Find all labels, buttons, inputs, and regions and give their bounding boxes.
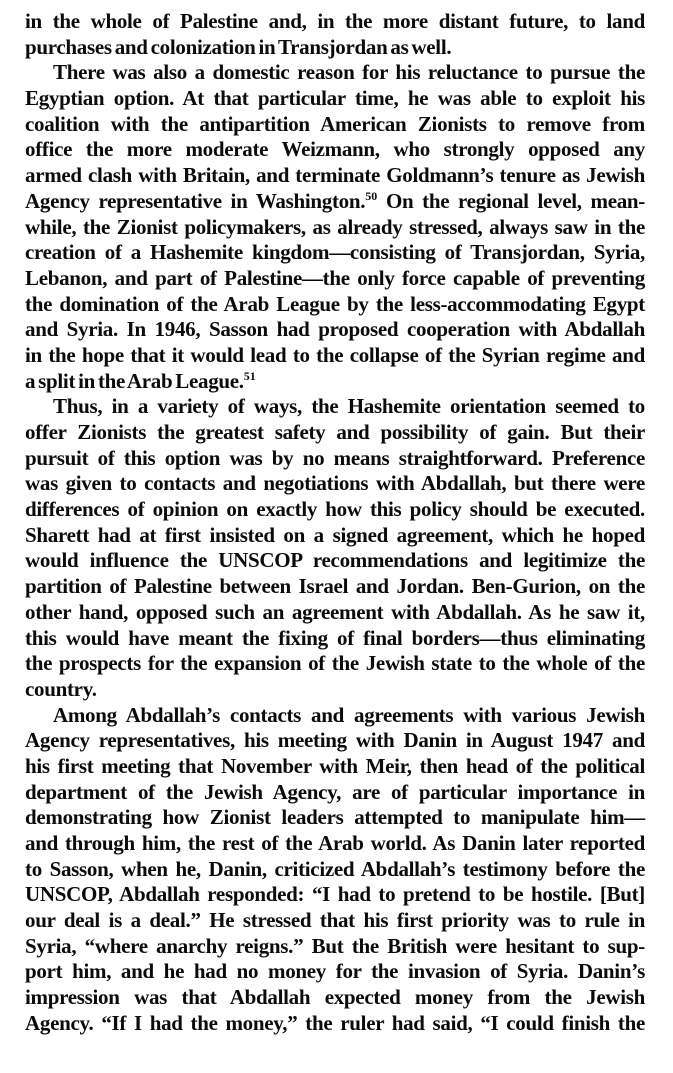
text-line: other hand, opposed such an agreement with Abdallah. As he saw it,: [25, 599, 645, 624]
footnote-ref: 50: [365, 188, 378, 203]
text-line: There was also a domestic reason for his reluctance to pursue the: [53, 60, 645, 85]
text-line: Agency. “If I had the money,” the ruler had said, “I could finish the: [25, 1010, 645, 1035]
text-line: this would have meant the fixing of final borders—thus eliminating: [25, 625, 645, 650]
text-line: Agency representative in Washington.$^{50}$ On the regional level, mean-: [25, 188, 646, 213]
text-line: and through him, the rest of the Arab world. As Danin later reported: [25, 831, 645, 855]
text-line: was given to contacts and negotiations with Abdallah, but there were: [25, 471, 645, 496]
text-line: pursuit of this option was by no means straightforward. Preference: [25, 445, 645, 470]
text-line: creation of a Hashemite kingdom—consisting of Transjordan, Syria,: [25, 240, 645, 265]
text-line: coalition with the antipartition American Zionists to remove from: [25, 111, 645, 136]
text-line: impression was that Abdallah expected money from the Jewish: [25, 985, 645, 1010]
text-line: port him, and he had no money for the invasion of Syria. Danin’s: [25, 959, 645, 984]
text-line: his first meeting that November with Meir, then head of the political: [25, 753, 645, 778]
text-line: our deal is a deal.” He stressed that his first priority was to rule in: [25, 908, 645, 933]
text-line: Agency representatives, his meeting with Danin in August 1947 and: [25, 728, 645, 753]
paragraph: [25, 703, 645, 1037]
text-line: Sharett had at first insisted on a signed agreement, which he hoped: [25, 522, 645, 547]
text-line: armed clash with Britain, and terminate Goldmann’s tenure as Jewish: [25, 163, 645, 188]
text-line: in the hope that it would lead to the collapse of the Syrian regime and: [25, 342, 645, 367]
paragraph: [25, 394, 645, 702]
text-line: partition of Palestine between Israel and Jordan. Ben-Gurion, on the: [25, 574, 645, 599]
text-line: Egyptian option. At that particular time, he was able to exploit his: [25, 86, 645, 111]
text-line: the prospects for the expansion of the Jewish state to the whole of the: [25, 651, 645, 676]
text-line: in the whole of Palestine and, in the more distant future, to land: [25, 9, 645, 33]
paragraph: [25, 60, 645, 394]
text-line: would influence the UNSCOP recommendations and legitimize the: [25, 548, 645, 573]
text-line: demonstrating how Zionist leaders attempted to manipulate him—: [25, 805, 645, 830]
text-line: to Sasson, when he, Danin, criticized Abdallah’s testimony before the: [25, 856, 645, 881]
text-line: differences of opinion on exactly how this policy should be executed.: [25, 497, 645, 522]
text-line: UNSCOP, Abdallah responded: “I had to pretend to be hostile. [But]: [25, 882, 645, 907]
text-line: purchases and colonization in Transjordan as well.: [25, 34, 452, 59]
text-line: Thus, in a variety of ways, the Hashemite orientation seemed to: [53, 394, 645, 419]
text-line: Syria, “where anarchy reigns.” But the British were hesitant to sup-: [25, 933, 645, 958]
text-line: Among Abdallah’s contacts and agreements with various Jewish: [53, 702, 645, 727]
text-line: a split in the Arab League.$^{51}$: [25, 368, 256, 393]
text-line: the domination of the Arab League by the less-accommodating Egypt: [25, 291, 645, 316]
text-line: Lebanon, and part of Palestine—the only force capable of preventing: [25, 265, 645, 290]
text-line: department of the Jewish Agency, are of particular importance in: [25, 779, 645, 804]
paragraph: [25, 9, 645, 60]
text-line: country.: [25, 676, 97, 701]
text-line: offer Zionists the greatest safety and possibility of gain. But their: [25, 420, 645, 444]
text-line: office the more moderate Weizmann, who strongly opposed any: [25, 137, 645, 162]
text-line: while, the Zionist policymakers, as already stressed, always saw in the: [25, 214, 645, 239]
text-line: and Syria. In 1946, Sasson had proposed cooperation with Abdallah: [25, 317, 645, 342]
footnote-ref: 51: [243, 368, 256, 383]
